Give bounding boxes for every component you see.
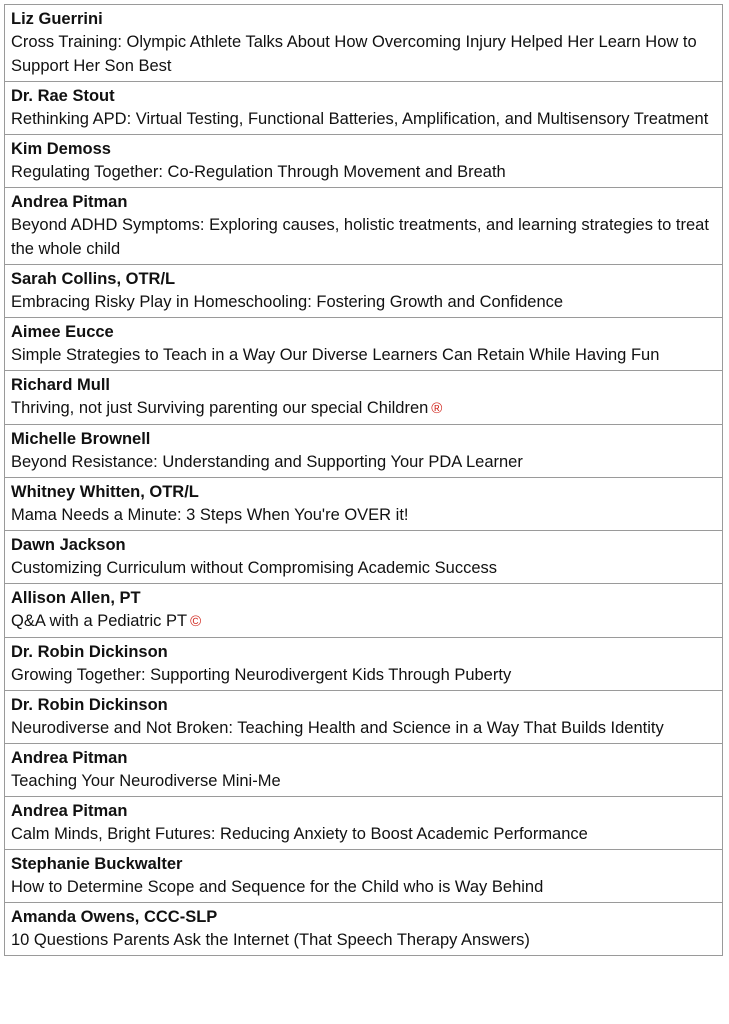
- speaker-name: Aimee Eucce: [11, 323, 114, 341]
- speaker-name: Amanda Owens, CCC-SLP: [11, 908, 218, 926]
- speaker-name: Allison Allen, PT: [11, 589, 141, 607]
- session-title-line: [11, 396, 716, 421]
- speaker-name: Stephanie Buckwalter: [11, 855, 183, 873]
- speaker-name: Richard Mull: [11, 376, 111, 394]
- session-title-line: [11, 503, 716, 527]
- session-title: Neurodiverse and Not Broken: Teaching Health and Science in a Way That Builds Identity: [11, 719, 664, 737]
- session-title: Q&A with a Pediatric PT: [11, 612, 188, 630]
- session-title: Customizing Curriculum without Compromising Academic Success: [11, 559, 498, 577]
- session-title-line: [11, 609, 716, 634]
- speaker-name: Andrea Pitman: [11, 193, 128, 211]
- session-row: [5, 188, 722, 265]
- speaker-name: Andrea Pitman: [11, 749, 128, 767]
- session-row: [5, 82, 722, 135]
- session-row: [5, 584, 722, 638]
- session-title: Beyond ADHD Symptoms: Exploring causes, holistic treatments, and learning strategies to treat the whole child: [11, 216, 709, 258]
- session-title: 10 Questions Parents Ask the Internet (That Speech Therapy Answers): [11, 931, 530, 949]
- speaker-name: Dr. Robin Dickinson: [11, 696, 168, 714]
- session-title: Calm Minds, Bright Futures: Reducing Anxiety to Boost Academic Performance: [11, 825, 588, 843]
- speaker-name: Sarah Collins, OTR/L: [11, 270, 176, 288]
- session-title: How to Determine Scope and Sequence for the Child who is Way Behind: [11, 878, 544, 896]
- session-title-line: [11, 875, 716, 899]
- session-row: [5, 5, 722, 82]
- registered-mark-icon: ®: [431, 400, 443, 417]
- session-row: [5, 265, 722, 318]
- speaker-name: Dr. Rae Stout: [11, 87, 115, 105]
- session-title-line: [11, 160, 716, 184]
- session-row: [5, 478, 722, 531]
- session-row: [5, 744, 722, 797]
- session-title-line: [11, 30, 716, 78]
- sessions-table: [4, 4, 723, 956]
- session-title-line: [11, 769, 716, 793]
- session-title: Simple Strategies to Teach in a Way Our Diverse Learners Can Retain While Having Fun: [11, 346, 660, 364]
- session-row: [5, 691, 722, 744]
- session-title-line: [11, 716, 716, 740]
- session-row: [5, 425, 722, 478]
- session-row: [5, 531, 722, 584]
- session-title-line: [11, 556, 716, 580]
- session-title-line: [11, 663, 716, 687]
- session-title: Thriving, not just Surviving parenting our special Children: [11, 399, 429, 417]
- speaker-name: Michelle Brownell: [11, 430, 151, 448]
- speaker-name: Liz Guerrini: [11, 10, 103, 28]
- session-title: Embracing Risky Play in Homeschooling: Fostering Growth and Confidence: [11, 293, 564, 311]
- speaker-name: Dr. Robin Dickinson: [11, 643, 168, 661]
- session-row: [5, 797, 722, 850]
- speaker-name: Kim Demoss: [11, 140, 111, 158]
- session-row: [5, 135, 722, 188]
- session-title-line: [11, 107, 716, 131]
- session-title: Teaching Your Neurodiverse Mini-Me: [11, 772, 281, 790]
- session-title-line: [11, 213, 716, 261]
- speaker-name: Dawn Jackson: [11, 536, 126, 554]
- session-title-line: [11, 928, 716, 952]
- session-row: [5, 903, 722, 956]
- session-title-line: [11, 450, 716, 474]
- session-row: [5, 850, 722, 903]
- session-title-line: [11, 343, 716, 367]
- speaker-name: Whitney Whitten, OTR/L: [11, 483, 199, 501]
- session-title: Regulating Together: Co-Regulation Through Movement and Breath: [11, 163, 506, 181]
- session-row: [5, 371, 722, 425]
- session-row: [5, 638, 722, 691]
- speaker-name: Andrea Pitman: [11, 802, 128, 820]
- session-title: Rethinking APD: Virtual Testing, Functional Batteries, Amplification, and Multisensory Treatment: [11, 110, 709, 128]
- session-title-line: [11, 822, 716, 846]
- session-row: [5, 318, 722, 371]
- session-title: Growing Together: Supporting Neurodivergent Kids Through Puberty: [11, 666, 512, 684]
- session-title: Cross Training: Olympic Athlete Talks About How Overcoming Injury Helped Her Learn How to Support Her Son Best: [11, 33, 697, 75]
- copyright-mark-icon: ©: [190, 613, 202, 630]
- session-title: Mama Needs a Minute: 3 Steps When You're OVER it!: [11, 506, 409, 524]
- session-title: Beyond Resistance: Understanding and Supporting Your PDA Learner: [11, 453, 523, 471]
- session-title-line: [11, 290, 716, 314]
